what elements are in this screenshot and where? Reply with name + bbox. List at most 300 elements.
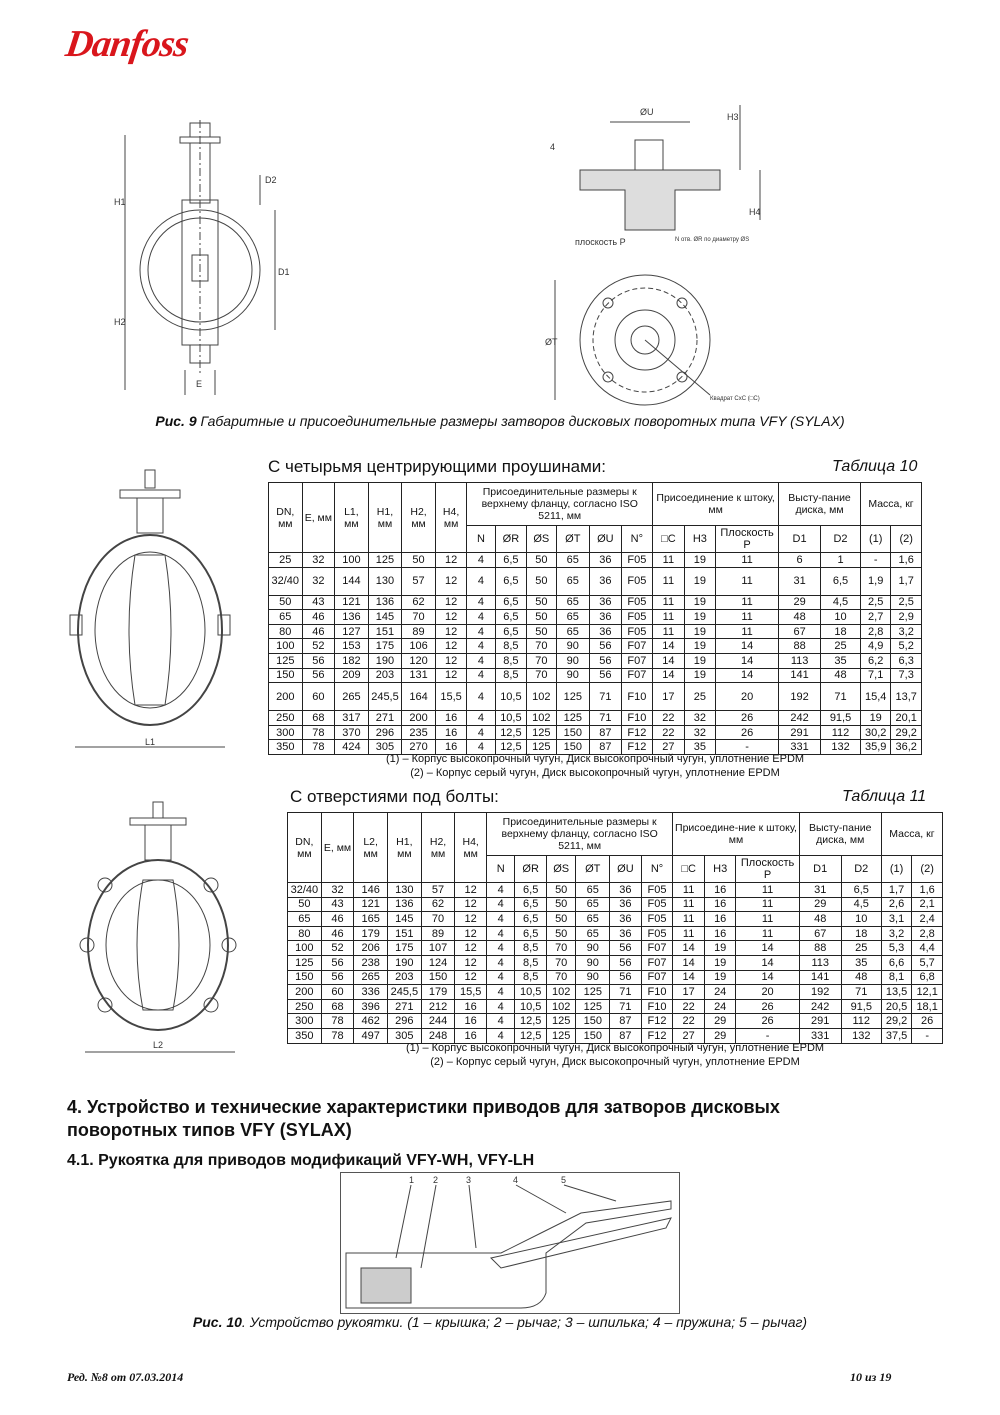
table-cell: 87 [590,725,621,740]
table-row [269,553,922,568]
callout-5: 5 [561,1175,567,1185]
table-cell: F10 [621,711,653,726]
table-cell: 136 [388,897,422,912]
table-cell: 13,5 [881,985,912,1000]
table-cell: 14 [653,639,684,654]
table-cell: 50 [546,912,575,927]
column-subheader: N° [641,856,673,883]
table-cell: 5,3 [881,941,912,956]
table-cell: 14 [736,970,799,985]
table-row [269,610,922,625]
table-cell: 20,5 [881,999,912,1014]
column-header: Присоединение к штоку, мм [653,483,779,526]
table-cell: 24 [704,985,736,1000]
table-cell: 6,2 [860,653,890,668]
table-cell: 56 [610,941,642,956]
header-row [288,813,943,856]
table-cell: 11 [716,567,779,595]
section-4-heading: 4. Устройство и технические характеристики приводов для затворов дисковых поворотных типов VFY (SYLAX) [67,1097,780,1140]
table-cell: 80 [288,926,322,941]
table-cell: 11 [673,926,705,941]
table-cell: 56 [590,639,621,654]
table-cell: - [716,740,779,755]
table-cell: 17 [653,683,684,711]
table-cell: 71 [610,999,642,1014]
table-cell: 36 [610,912,642,927]
label-l1: L1 [145,737,156,747]
table-cell: F10 [641,999,673,1014]
table-cell: 22 [653,711,684,726]
table-cell: 125 [556,711,590,726]
table-cell: 52 [321,941,354,956]
table-11 [287,812,943,1044]
table-cell: 36 [590,595,621,610]
table-cell: 29 [704,1028,736,1043]
table-cell: 16 [704,926,736,941]
table-cell: 12 [455,883,487,898]
table-cell: 153 [335,639,369,654]
table-cell: 32 [302,567,335,595]
table-row [288,970,943,985]
table-cell: 125 [527,725,556,740]
column-subheader: □C [653,526,684,553]
table-cell: 11 [673,912,705,927]
table-cell: 164 [402,683,436,711]
table-cell: 136 [368,595,402,610]
table-cell: 27 [673,1028,705,1043]
column-header: Присоединительные размеры к верхнему фланцу, согласно ISO 5211, мм [467,483,653,526]
table-cell: 70 [546,955,575,970]
table-cell: 29,2 [881,1014,912,1029]
table-cell: 67 [779,624,821,639]
table-cell: 80 [269,624,303,639]
table-cell: 12 [435,553,466,568]
table-cell: 26 [912,1014,943,1029]
table-row [288,999,943,1014]
table11-title: С отверстиями под болты: [290,787,499,806]
table-cell: 141 [799,970,841,985]
table-cell: F07 [641,970,673,985]
table-row [288,941,943,956]
table-cell: 113 [799,955,841,970]
table-cell: 8,5 [515,955,547,970]
table-cell: 6,5 [495,610,526,625]
table-cell: 87 [590,740,621,755]
column-header: E, мм [321,813,354,883]
table-row [288,1028,943,1043]
column-header: H2, мм [421,813,455,883]
table-cell: 12 [435,610,466,625]
table-cell: 35,9 [860,740,890,755]
table-cell: 71 [821,683,861,711]
table-cell: 91,5 [821,711,861,726]
table-row [269,711,922,726]
table-cell: 4 [467,653,495,668]
table-cell: 4 [486,941,514,956]
table-cell: 125 [269,653,303,668]
table-cell: 46 [302,610,335,625]
column-subheader: ØU [610,856,642,883]
table-cell: 132 [841,1028,881,1043]
table-cell: 150 [556,740,590,755]
table-cell: 24 [704,999,736,1014]
table-cell: 4,5 [821,595,861,610]
column-subheader: Плоскость P [716,526,779,553]
table-cell: 462 [354,1014,388,1029]
table-cell: 16 [455,1028,487,1043]
table-cell: 10 [841,912,881,927]
table-cell: 497 [354,1028,388,1043]
table-cell: 70 [527,668,556,683]
table-cell: 200 [288,985,322,1000]
table-cell: 4 [467,725,495,740]
table-row [269,668,922,683]
table-cell: F05 [621,595,653,610]
table-cell: 4 [467,639,495,654]
table-cell: 65 [556,624,590,639]
table-cell: 50 [527,610,556,625]
table-cell: 10,5 [515,999,547,1014]
table-cell: 12 [435,595,466,610]
table-cell: - [860,553,890,568]
column-subheader: D2 [821,526,861,553]
table-cell: 87 [610,1014,642,1029]
table-cell: 12 [455,970,487,985]
table-cell: 71 [841,985,881,1000]
table-cell: 10,5 [495,683,526,711]
table-cell: 141 [779,668,821,683]
table-cell: 12,5 [515,1028,547,1043]
table-cell: 19 [684,553,715,568]
footer-page-number: 10 из 19 [850,1370,892,1384]
table-row [269,624,922,639]
table-cell: 3,2 [891,624,922,639]
callout-3: 3 [466,1175,472,1185]
table-cell: 11 [716,595,779,610]
table-cell: 89 [421,926,455,941]
table-cell: 4 [467,668,495,683]
table-cell: 65 [269,610,303,625]
table-cell: 18 [841,926,881,941]
table-cell: 424 [335,740,369,755]
table-cell: 370 [335,725,369,740]
table-cell: 291 [799,1014,841,1029]
table-cell: 16 [435,725,466,740]
table-cell: 25 [841,941,881,956]
table-cell: 56 [610,955,642,970]
table-cell: 151 [388,926,422,941]
column-header: DN, мм [269,483,303,553]
table-cell: 296 [388,1014,422,1029]
table-row [269,567,922,595]
label-t: ØT [545,337,558,347]
wafer-valve-drawing [65,465,250,755]
table-cell: 4 [486,897,514,912]
table-cell: 19 [704,955,736,970]
table-row [288,955,943,970]
table-cell: 350 [288,1028,322,1043]
table-cell: 50 [546,926,575,941]
table-cell: 48 [821,668,861,683]
table-cell: 20,1 [891,711,922,726]
table-cell: 127 [335,624,369,639]
table-cell: 2,7 [860,610,890,625]
table-cell: 22 [653,725,684,740]
table-cell: 90 [576,970,610,985]
table-cell: 4,5 [841,897,881,912]
label-h4: H4 [749,207,761,217]
table-row [269,653,922,668]
table-cell: 2,1 [912,897,943,912]
column-header: H1, мм [368,483,402,553]
table-cell: F12 [621,740,653,755]
table-row [269,725,922,740]
table-cell: 4 [467,595,495,610]
flange-drawing [545,95,805,410]
table-cell: 1 [821,553,861,568]
table-cell: 36 [590,610,621,625]
table-cell: 305 [388,1028,422,1043]
table-cell: 12 [455,941,487,956]
table-cell: F07 [621,639,653,654]
table10-number: Таблица 10 [832,458,918,475]
table-cell: 35 [821,653,861,668]
table-cell: 65 [556,553,590,568]
fig10-text: . Устройство рукоятки. (1 – крышка; 2 – рычаг; 3 – шпилька; 4 – пружина; 5 – рычаг) [241,1314,808,1330]
table-cell: 192 [779,683,821,711]
table-cell: 17 [673,985,705,1000]
table-cell: 26 [736,999,799,1014]
table-cell: 121 [354,897,388,912]
handle-drawing [340,1172,680,1314]
column-subheader: (1) [860,526,890,553]
table-cell: 32/40 [269,567,303,595]
column-header: L2, мм [354,813,388,883]
label-h3: H3 [727,112,739,122]
table-cell: 4 [467,683,495,711]
table-cell: 56 [610,970,642,985]
table-cell: 4 [467,740,495,755]
danfoss-logo: Danfoss [63,23,191,65]
table-cell: 60 [321,985,354,1000]
table-cell: 4 [486,970,514,985]
table-cell: 91,5 [841,999,881,1014]
table-cell: 29,2 [891,725,922,740]
table-cell: 305 [368,740,402,755]
table-cell: 4 [486,999,514,1014]
table-cell: 29 [779,595,821,610]
table-cell: 48 [779,610,821,625]
table-cell: 50 [288,897,322,912]
table-cell: 46 [321,912,354,927]
table-cell: 12 [455,955,487,970]
table-cell: 6 [779,553,821,568]
table-cell: 16 [704,912,736,927]
table-cell: 106 [402,639,436,654]
table-cell: 90 [556,639,590,654]
table-cell: 11 [716,553,779,568]
table-cell: 175 [368,639,402,654]
table-cell: 1,6 [891,553,922,568]
table-cell: 4 [486,985,514,1000]
table-cell: 90 [576,955,610,970]
table-cell: 70 [527,653,556,668]
table-cell: 150 [421,970,455,985]
table-cell: 206 [354,941,388,956]
table-cell: 19 [684,624,715,639]
table-cell: 8,5 [515,970,547,985]
table-cell: 4 [486,926,514,941]
table-cell: 145 [368,610,402,625]
column-subheader: (2) [891,526,922,553]
table-cell: 125 [546,1028,575,1043]
table-cell: - [912,1028,943,1043]
table-cell: 65 [576,926,610,941]
table-cell: 150 [576,1014,610,1029]
table-cell: 6,3 [891,653,922,668]
table-cell: 29 [704,1014,736,1029]
table-cell: 32 [684,725,715,740]
table-cell: 18 [821,624,861,639]
table-cell: 16 [455,1014,487,1029]
column-header: Высту-пание диска, мм [799,813,881,856]
table-cell: 12 [435,653,466,668]
table-cell: 65 [288,912,322,927]
table-cell: 65 [576,912,610,927]
table-cell: 50 [269,595,303,610]
table-cell: 52 [302,639,335,654]
table-cell: 25 [684,683,715,711]
table-cell: F12 [641,1014,673,1029]
table-cell: 29 [799,897,841,912]
table-cell: 65 [576,897,610,912]
table-cell: 15,5 [435,683,466,711]
table-cell: 11 [653,595,684,610]
table-cell: 15,5 [455,985,487,1000]
table-cell: 56 [302,668,335,683]
table-cell: 43 [321,897,354,912]
column-header: L1, мм [335,483,369,553]
table-cell: 317 [335,711,369,726]
table-cell: 4 [486,912,514,927]
table-cell: 102 [546,985,575,1000]
column-subheader: □C [673,856,705,883]
table-cell: 113 [779,653,821,668]
table-cell: 90 [556,668,590,683]
table-cell: 50 [527,624,556,639]
table10-note-1: (1) – Корпус высокопрочный чугун, Диск высокопрочный чугун, уплотнение EPDM [385,753,805,765]
table-cell: 150 [556,725,590,740]
table-cell: F07 [621,668,653,683]
column-header: H4, мм [455,813,487,883]
table-cell: 136 [335,610,369,625]
table-cell: F05 [621,624,653,639]
table-cell: 235 [402,725,436,740]
column-subheader: Плоскость P [736,856,799,883]
table-cell: 12,5 [495,740,526,755]
table-cell: 179 [354,926,388,941]
table-cell: 6,5 [515,883,547,898]
table-row [288,897,943,912]
table-cell: 4 [467,610,495,625]
table-cell: 11 [736,912,799,927]
table-cell: 150 [576,1028,610,1043]
column-subheader: D2 [841,856,881,883]
table-cell: 144 [335,567,369,595]
table-cell: 90 [556,653,590,668]
table-cell: 36 [590,553,621,568]
callout-2: 2 [433,1175,439,1185]
table-cell: 1,6 [912,883,943,898]
section-4-1-heading: 4.1. Рукоятка для приводов модификаций VFY-WH, VFY-LH [67,1152,535,1169]
label-d1: D1 [278,267,290,277]
table-cell: 203 [368,668,402,683]
table-cell: 35 [841,955,881,970]
table-cell: 125 [546,1014,575,1029]
table-cell: 46 [302,624,335,639]
table-cell: 238 [354,955,388,970]
column-header: H2, мм [402,483,436,553]
table-cell: 50 [527,595,556,610]
table-cell: 4,4 [912,941,943,956]
column-subheader: ØU [590,526,621,553]
table-cell: 125 [576,985,610,1000]
table-cell: 50 [546,883,575,898]
table-cell: 270 [402,740,436,755]
table-cell: 88 [779,639,821,654]
table-cell: 190 [388,955,422,970]
table-cell: F07 [641,941,673,956]
table-cell: 78 [302,725,335,740]
table-cell: 14 [673,941,705,956]
footer-revision: Ред. №8 от 07.03.2014 [67,1370,184,1384]
table-cell: F07 [621,653,653,668]
table-cell: 6,6 [881,955,912,970]
table-cell: 10,5 [515,985,547,1000]
fig9-text: Габаритные и присоединительные размеры затворов дисковых поворотных типа VFY (SYLAX) [196,413,845,429]
table-cell: 50 [402,553,436,568]
table-cell: 16 [704,883,736,898]
table-cell: 36 [610,926,642,941]
column-subheader: N [486,856,514,883]
table-cell: 62 [421,897,455,912]
table-cell: 12 [455,926,487,941]
table-cell: 200 [402,711,436,726]
column-subheader: N° [621,526,653,553]
table-cell: 78 [321,1028,354,1043]
column-subheader: D1 [779,526,821,553]
label-l2: L2 [153,1040,164,1050]
table-cell: 14 [716,668,779,683]
table-cell: F05 [621,553,653,568]
table-cell: 50 [546,897,575,912]
table-cell: 4 [467,624,495,639]
table-cell: F12 [621,725,653,740]
table-cell: 296 [368,725,402,740]
table-cell: 4 [486,1028,514,1043]
table-cell: 146 [354,883,388,898]
table-cell: 26 [736,1014,799,1029]
table-cell: 16 [435,711,466,726]
table-cell: 88 [799,941,841,956]
table-cell: 37,5 [881,1028,912,1043]
column-subheader: N [467,526,495,553]
label-4: 4 [550,142,556,152]
column-subheader: (1) [881,856,912,883]
table-cell: 71 [590,711,621,726]
table-cell: 78 [302,740,335,755]
table-cell: 43 [302,595,335,610]
